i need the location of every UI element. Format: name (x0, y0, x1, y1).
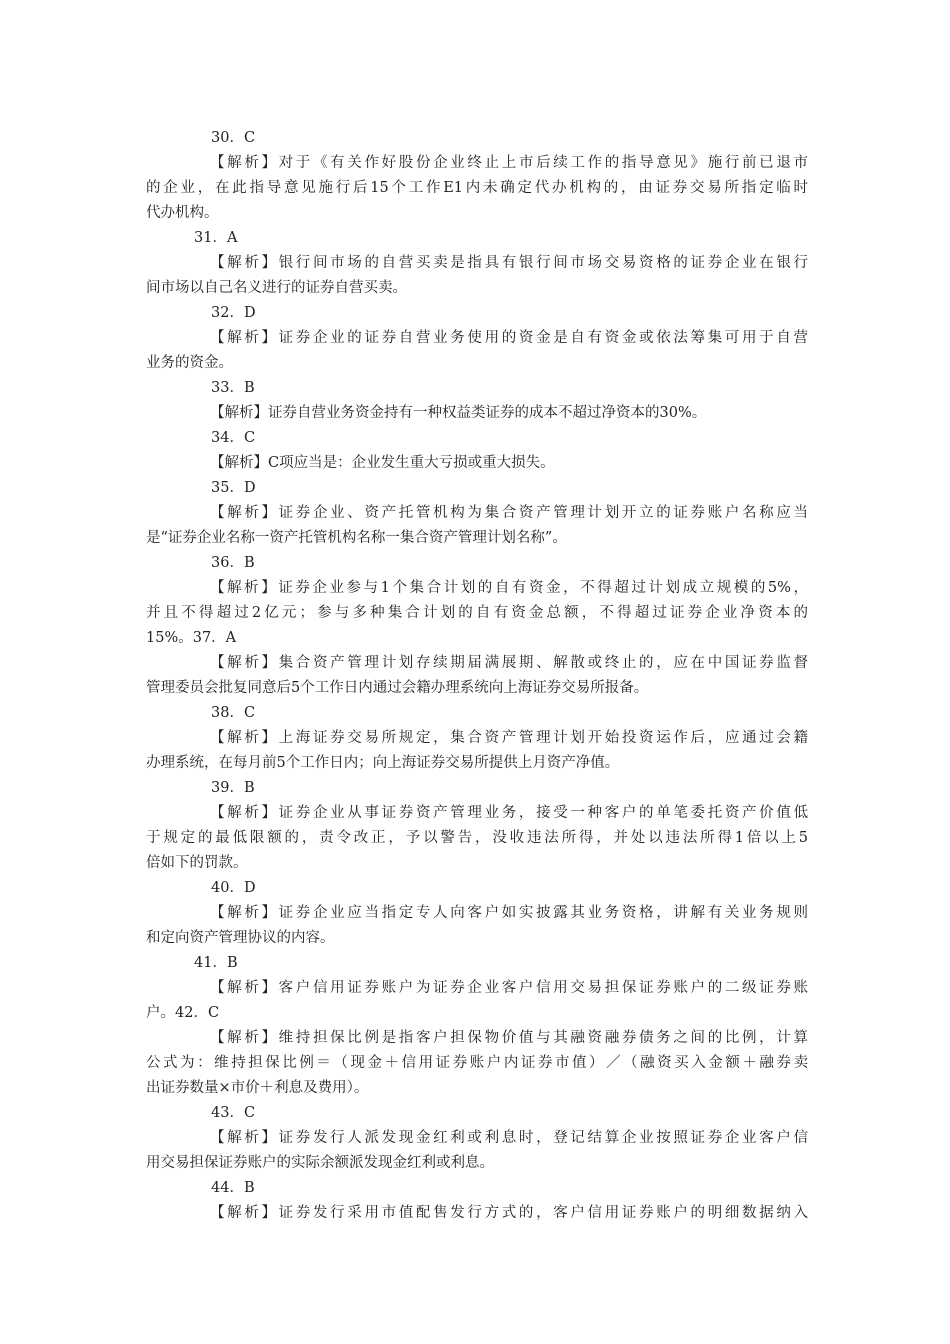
text-line: 38．C (211, 705, 256, 721)
text-line: 【解析】证券企业、资产托管机构为集合资产管理计划开立的证券账户名称应当 (210, 505, 808, 521)
text-line: 管理委员会批复同意后5个工作日内通过会籍办理系统向上海证券交易所报备。 (146, 680, 649, 696)
text-line: 公式为：维持担保比例＝（现金＋信用证券账户内证券市值）／（融资买入金额＋融券卖 (146, 1055, 808, 1071)
text-line: 用交易担保证券账户的实际余额派发现金红利或利息。 (146, 1155, 494, 1171)
text-line: 业务的资金。 (146, 355, 233, 371)
text-line: 【解析】对于《有关作好股份企业终止上市后续工作的指导意见》施行前已退市 (210, 155, 808, 171)
text-line: 34．C (211, 430, 256, 446)
text-line: 【解析】证券企业的证券自营业务使用的资金是自有资金或依法筹集可用于自营 (210, 330, 808, 346)
text-line: 户。42．C (146, 1005, 220, 1021)
text-line: 【解析】维持担保比例是指客户担保物价值与其融资融券债务之间的比例，计算 (210, 1030, 808, 1046)
text-line: 是“证券企业名称一资产托管机构名称一集合资产管理计划名称”。 (146, 530, 567, 546)
text-line: 35．D (211, 480, 256, 496)
text-line: 于规定的最低限额的，责令改正，予以警告，没收违法所得，并处以违法所得1倍以上5 (146, 830, 808, 846)
text-line: 【解析】客户信用证券账户为证券企业客户信用交易担保证券账户的二级证券账 (210, 980, 808, 996)
text-line: 33．B (211, 380, 255, 396)
text-line: 和定向资产管理协议的内容。 (146, 930, 335, 946)
text-line: 【解析】证券发行采用市值配售发行方式的，客户信用证券账户的明细数据纳入 (210, 1205, 808, 1221)
text-line: 30．C (211, 130, 256, 146)
text-line: 并且不得超过2亿元；参与多种集合计划的自有资金总额，不得超过证券企业净资本的 (146, 605, 808, 621)
text-line: 【解析】证券自营业务资金持有一种权益类证券的成本不超过净资本的30%。 (210, 405, 707, 421)
text-line: 倍如下的罚款。 (146, 855, 248, 871)
text-line: 【解析】银行间市场的自营买卖是指具有银行间市场交易资格的证券企业在银行 (210, 255, 808, 271)
text-line: 【解析】证券企业应当指定专人向客户如实披露其业务资格，讲解有关业务规则 (210, 905, 808, 921)
text-line: 间市场以自己名义进行的证券自营买卖。 (146, 280, 407, 296)
answer-explanations (146, 126, 808, 1226)
text-line: 36．B (211, 555, 255, 571)
text-line: 31．A (194, 230, 238, 246)
text-line: 39．B (211, 780, 255, 796)
text-line: 【解析】证券企业从事证券资产管理业务，接受一种客户的单笔委托资产价值低 (210, 805, 808, 821)
text-line: 出证券数量×市价＋利息及费用）。 (146, 1080, 369, 1096)
text-line: 41．B (194, 955, 238, 971)
text-line: 44．B (211, 1180, 255, 1196)
text-line: 40．D (211, 880, 256, 896)
text-line: 【解析】证券发行人派发现金红利或利息时，登记结算企业按照证券企业客户信 (210, 1130, 808, 1146)
text-line: 代办机构。 (146, 205, 219, 221)
text-line: 32．D (211, 305, 256, 321)
text-line: 办理系统，在每月前5个工作日内；向上海证券交易所提供上月资产净值。 (146, 755, 620, 771)
text-line: 43．C (211, 1105, 256, 1121)
text-line: 【解析】集合资产管理计划存续期届满展期、解散或终止的，应在中国证券监督 (210, 655, 808, 671)
text-line: 【解析】上海证券交易所规定，集合资产管理计划开始投资运作后，应通过会籍 (210, 730, 808, 746)
text-line: 【解析】证券企业参与1个集合计划的自有资金，不得超过计划成立规模的5%， (210, 580, 808, 596)
text-line: 【解析】C项应当是：企业发生重大亏损或重大损失。 (210, 455, 555, 471)
text-line: 的企业，在此指导意见施行后15个工作E1内未确定代办机构的，由证券交易所指定临时 (146, 180, 808, 196)
text-line: 15%。37．A (146, 630, 237, 646)
